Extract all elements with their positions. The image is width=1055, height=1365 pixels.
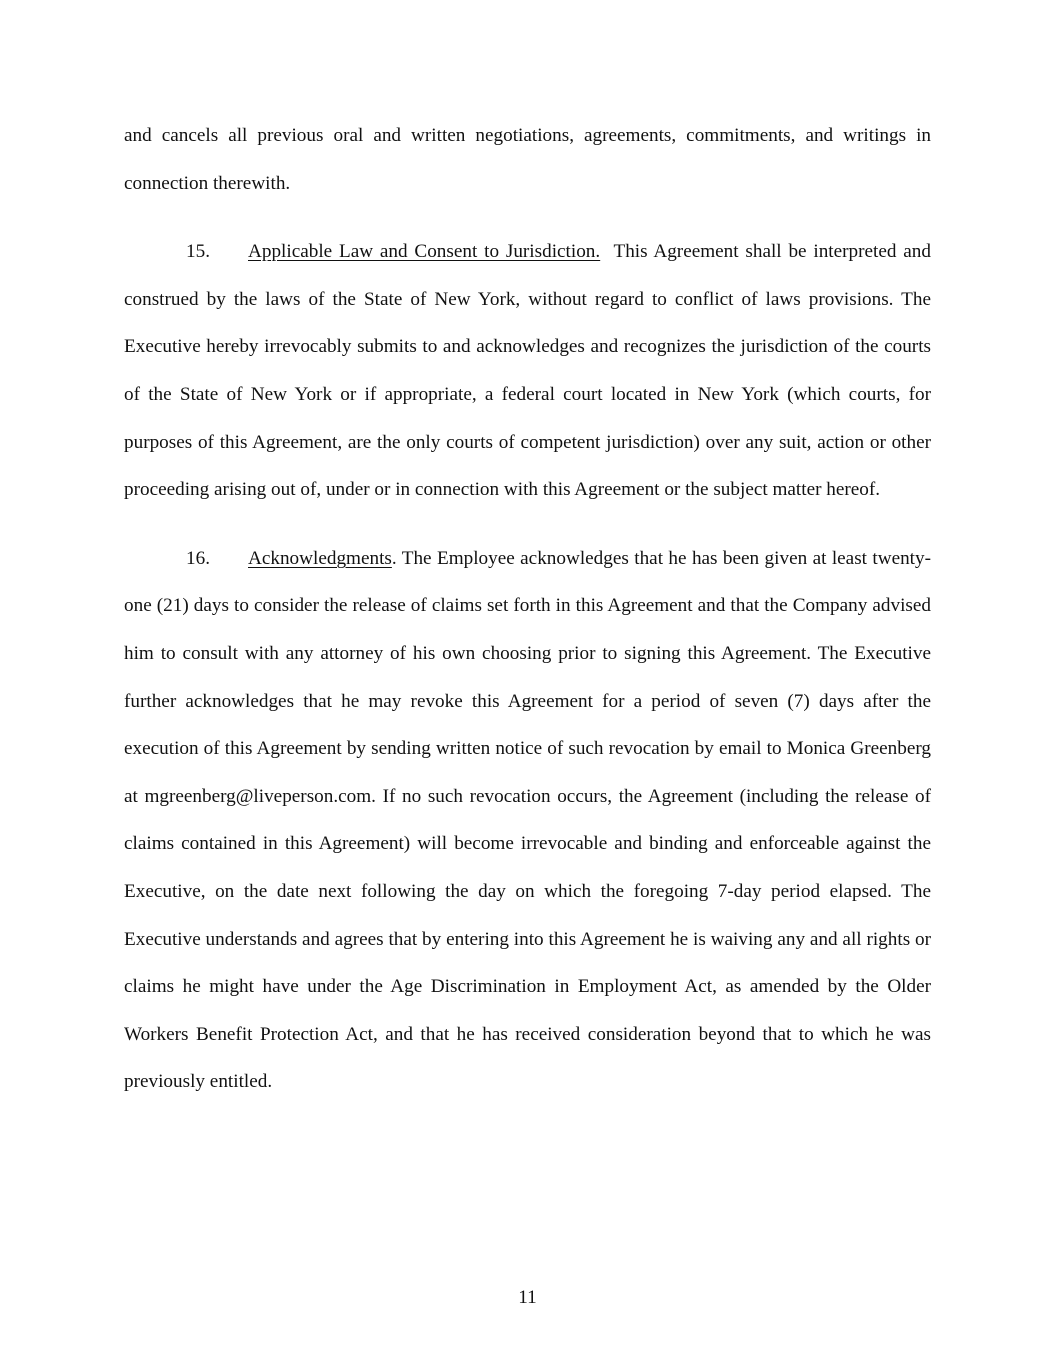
section-heading: Acknowledgments bbox=[248, 547, 392, 569]
document-body bbox=[124, 112, 931, 1106]
section-number: 15. bbox=[186, 241, 210, 263]
continuation-paragraph bbox=[124, 112, 931, 207]
page-number: 11 bbox=[518, 1287, 537, 1308]
continuation-text: and cancels all previous oral and written negotiations, agreements, commitments, and writings in connection therewith. bbox=[124, 125, 931, 194]
section-15-paragraph bbox=[124, 228, 931, 514]
section-body: . The Employee acknowledges that he has been given at least twenty-one (21) days to consider the release of claims set forth in this Agreement and that the Company advised him to consult with any attorney of his own choosing prior to signing this Agreement. The Executive further acknowledges that he may revoke this Agreement for a period of seven (7) days after the execution of this Agreement by sending written notice of such revocation by email to Monica Greenberg at mgreenberg@liveperson.com. If no such revocation occurs, the Agreement (including the release of claims contained in this Agreement) will become irrevocable and binding and enforceable against the Executive, on the date next following the day on which the foregoing 7-day period elapsed. The Executive understands and agrees that by entering into this Agreement he is waiving any and all rights or claims he might have under the Age Discrimination in Employment Act, as amended by the Older Workers Benefit Protection Act, and that he has received consideration beyond that to which he was previously entitled. bbox=[124, 547, 931, 1093]
section-heading: Applicable Law and Consent to Jurisdiction. bbox=[248, 241, 601, 263]
section-16-paragraph bbox=[124, 535, 931, 1106]
section-body: This Agreement shall be interpreted and construed by the laws of the State of New York, without regard to conflict of laws provisions. The Executive hereby irrevocably submits to and acknowledges and recognizes the jurisdiction of the courts of the State of New York or if appropriate, a federal court located in New York (which courts, for purposes of this Agreement, are the only courts of competent jurisdiction) over any suit, action or other proceeding arising out of, under or in connection with this Agreement or the subject matter hereof. bbox=[124, 241, 931, 501]
section-number: 16. bbox=[186, 547, 210, 569]
